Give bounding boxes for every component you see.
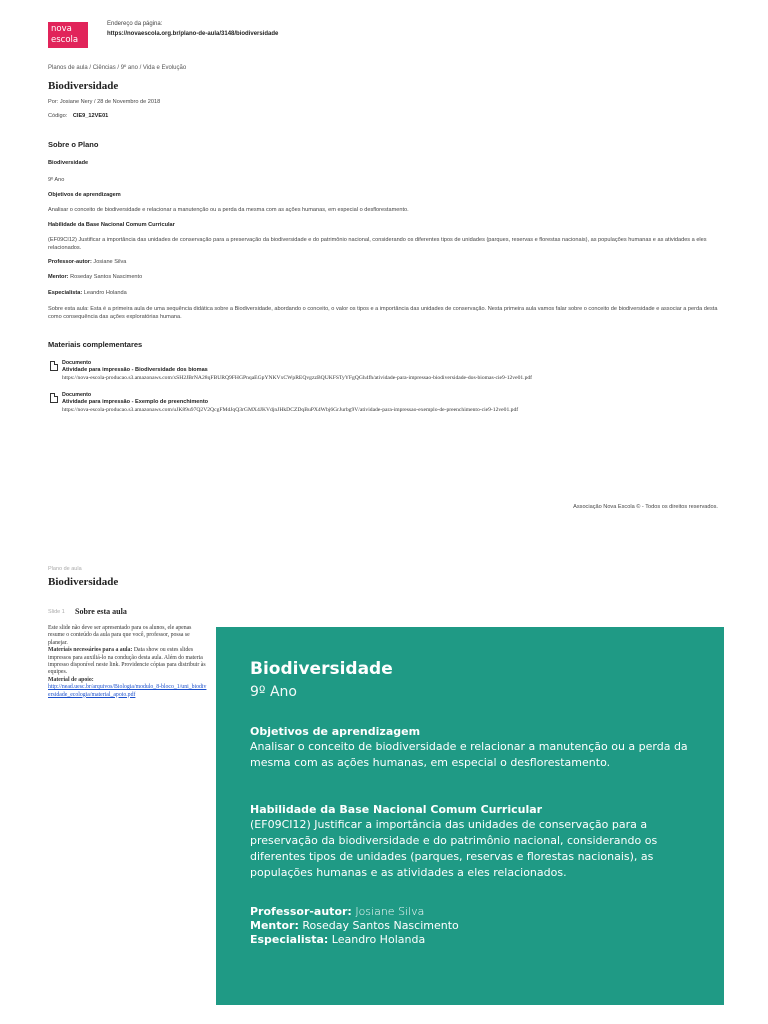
- slide-objectives-text: Analisar o conceito de biodiversidade e relacionar a manutenção ou a perda da mesma com as ações humanas, em especial o desflorestamento.: [250, 740, 688, 769]
- mentor-value: Roseday Santos Nascimento: [70, 274, 143, 280]
- slide-specialist-row: [250, 933, 425, 946]
- material-url[interactable]: https://nova-escola-producao.s3.amazonaws.com/xSH2JBrNA28qFBURQ9FHGPnqaEGpYNKVxCWpREQvgzzBQUKFSTyYFgQGh4fh/atividade-para-impressao-biodiversidade-dos-biomas-cie9-12ve01.pdf: [62, 375, 533, 381]
- slide-author-value: Josiane Silva: [355, 905, 425, 918]
- objectives-label: Objetivos de aprendizagem: [48, 192, 121, 198]
- material-name: Atividade para impressão - Biodiversidade dos biomas: [62, 367, 208, 373]
- footer-copyright: Associação Nova Escola © - Todos os direitos reservados.: [573, 504, 718, 510]
- slide-mentor-row: [250, 919, 459, 932]
- nova-escola-logo[interactable]: [48, 22, 88, 48]
- slide-specialist-label: Especialista:: [250, 933, 329, 946]
- author-row: [48, 259, 126, 265]
- author-label: Professor-autor:: [48, 259, 92, 265]
- material-type: Documento: [62, 392, 92, 398]
- material-type: Documento: [62, 360, 92, 366]
- slide-mentor-label: Mentor:: [250, 919, 299, 932]
- code-value: CIE9_12VE01: [72, 113, 109, 119]
- slide-grade: 9º Ano: [250, 684, 297, 700]
- bncc-text: (EF09CI12) Justificar a importância das unidades de conservação para a preservação da biodiversidade e do patrimônio nacional, considerando os diferentes tipos de unidades (parques, reservas e florestas nacionais), as populações humanas e as atividades a eles relacionados.: [48, 237, 707, 251]
- material-name: Atividade para impressão - Exemplo de preenchimento: [62, 399, 209, 405]
- material-item[interactable]: [48, 360, 738, 386]
- about-heading: Sobre o Plano: [48, 140, 99, 149]
- author-line: Por: Josiane Nery / 28 de Novembro de 2018: [48, 99, 161, 105]
- objectives-text: Analisar o conceito de biodiversidade e relacionar a manutenção ou a perda da mesma com as ações humanas, em especial o desflorestamento.: [48, 207, 409, 213]
- document-icon: [50, 361, 58, 371]
- slide-objectives-label: Objetivos de aprendizagem: [250, 725, 421, 738]
- code-label: Código:: [48, 113, 68, 119]
- about-subject: Biodiversidade: [48, 160, 89, 166]
- slide-title: Biodiversidade: [250, 659, 393, 679]
- slide-author-row: [250, 905, 424, 918]
- slide-panel: [216, 627, 724, 1005]
- slide-bncc-label: Habilidade da Base Nacional Comum Curricular: [250, 803, 543, 816]
- slide-specialist-value: Leandro Holanda: [331, 933, 426, 946]
- about-grade: 9º Ano: [48, 177, 65, 183]
- page-title: Biodiversidade: [48, 80, 119, 92]
- address-url[interactable]: https://novaescola.org.br/plano-de-aula/3148/biodiversidade: [107, 31, 279, 37]
- bncc-label: Habilidade da Base Nacional Comum Curricular: [48, 222, 175, 228]
- author-value: Josiane Silva: [93, 259, 127, 265]
- specialist-row: [48, 290, 127, 296]
- logo-line1: nova: [51, 24, 72, 34]
- code-line: [48, 113, 108, 119]
- slide-subtitle: Sobre esta aula: [75, 607, 127, 616]
- plan-tag: Plano de aula: [48, 566, 82, 572]
- specialist-label: Especialista:: [48, 290, 83, 296]
- notes-support-link[interactable]: http://nead.uesc.br/arquivos/Biologia/modulo_8-bloco_1/uni_biodiversidade_ecologia/material_apoio.pdf: [48, 684, 207, 698]
- slide-bncc-text: (EF09CI12) Justificar a importância das unidades de conservação para a preservação da biodiversidade e do patrimônio nacional, considerando os diferentes tipos de unidades (parques, reservas e florestas nacionais), as populações humanas e as atividades a eles relacionados.: [250, 818, 658, 879]
- mentor-row: [48, 274, 142, 280]
- notes-materials-label: Materiais necessários para a aula:: [48, 647, 133, 654]
- notes-support-label: Material de apoio:: [48, 676, 94, 683]
- materials-heading: Materiais complementares: [48, 340, 143, 349]
- address-label: Endereço da página:: [107, 21, 163, 27]
- slide-mentor-value: Roseday Santos Nascimento: [302, 919, 459, 932]
- slide-notes: [48, 625, 208, 699]
- logo-line2: escola: [51, 35, 79, 45]
- plan-title: Biodiversidade: [48, 576, 119, 588]
- about-text: Sobre esta aula: Esta é a primeira aula de uma sequência didática sobre a Biodiversidade, abordando o conceito, o valor os tipos e a importância das unidades de conservação. Nesta primeira aula vamos falar sobre o conceito de biodiversidade e associar a perda desta como consequência das ações exploratórias humana.: [48, 306, 718, 320]
- slide-author-label: Professor-autor:: [250, 905, 352, 918]
- notes-materials-text: Data show ou estes slides impressos para auxiliá-lo na condução desta aula. Além do materia impresso disponível neste link. Providencie cópias para distribuir às equipes.: [48, 647, 206, 676]
- breadcrumb[interactable]: Planos de aula / Ciências / 9º ano / Vida e Evolução: [48, 65, 187, 71]
- material-item[interactable]: [48, 392, 738, 418]
- material-url[interactable]: https://nova-escola-producao.s3.amazonaws.com/uJK89u97Q2V2QcgFMdJqQ3rGMX4JKVdjnJHkDCZDqBuPX4Wbj6GrJurbg9V/atividade-para-impressao-exemplo-de-preenchimento-cie9-12ve01.pdf: [62, 407, 519, 413]
- mentor-label: Mentor:: [48, 274, 69, 280]
- notes-intro: Este slide não deve ser apresentado para os alunos, ele apenas resume o conteúdo da aula para que você, professor, possa se planejar.: [48, 625, 192, 646]
- document-icon: [50, 393, 58, 403]
- specialist-value: Leandro Holanda: [83, 290, 127, 296]
- slide-number: Slide 1: [48, 609, 65, 615]
